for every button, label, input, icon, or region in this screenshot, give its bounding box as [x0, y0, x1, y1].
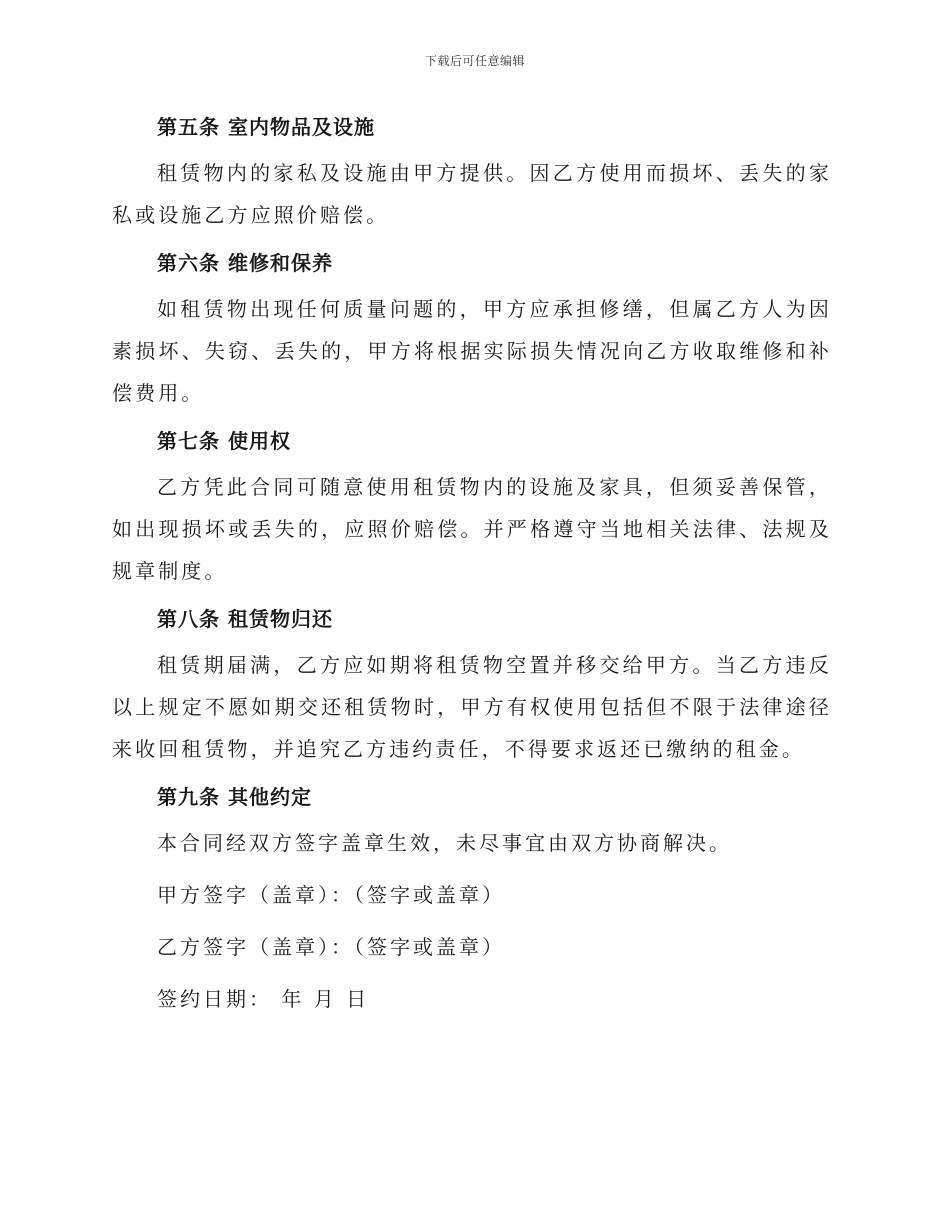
article-7-title: 第七条 使用权	[157, 429, 291, 453]
party-b-signature-line: 乙方签字（盖章）：（签字或盖章）	[157, 935, 505, 959]
party-a-signature-line: 甲方签字（盖章）：（签字或盖章）	[157, 883, 505, 907]
signing-date-line: 签约日期： 年 月 日	[157, 987, 370, 1011]
article-5-title: 第五条 室内物品及设施	[157, 115, 375, 139]
article-7-body: 乙方凭此合同可随意使用租赁物内的设施及家具，但须妥善保管，如出现损坏或丢失的，应照价赔偿。并严格遵守当地相关法律、法规及规章制度。	[112, 475, 832, 583]
article-8-body: 租赁期届满，乙方应如期将租赁物空置并移交给甲方。当乙方违反以上规定不愿如期交还租赁物时，甲方有权使用包括但不限于法律途径来收回租赁物，并追究乙方违约责任，不得要求返还已缴纳的租金。	[112, 653, 832, 761]
page-header: 下载后可任意编辑	[424, 54, 525, 68]
document-body	[112, 108, 832, 1030]
effect-clause: 本合同经双方签字盖章生效，未尽事宜由双方协商解决。	[157, 831, 732, 855]
article-8-title: 第八条 租赁物归还	[157, 607, 333, 631]
article-6-title: 第六条 维修和保养	[157, 251, 333, 275]
article-6-body: 如租赁物出现任何质量问题的，甲方应承担修缮，但属乙方人为因素损坏、失窃、丢失的，甲方将根据实际损失情况向乙方收取维修和补偿费用。	[112, 297, 832, 405]
article-9-title: 第九条 其他约定	[157, 785, 312, 809]
article-5-body: 租赁物内的家私及设施由甲方提供。因乙方使用而损坏、丢失的家私或设施乙方应照价赔偿。	[112, 161, 832, 227]
